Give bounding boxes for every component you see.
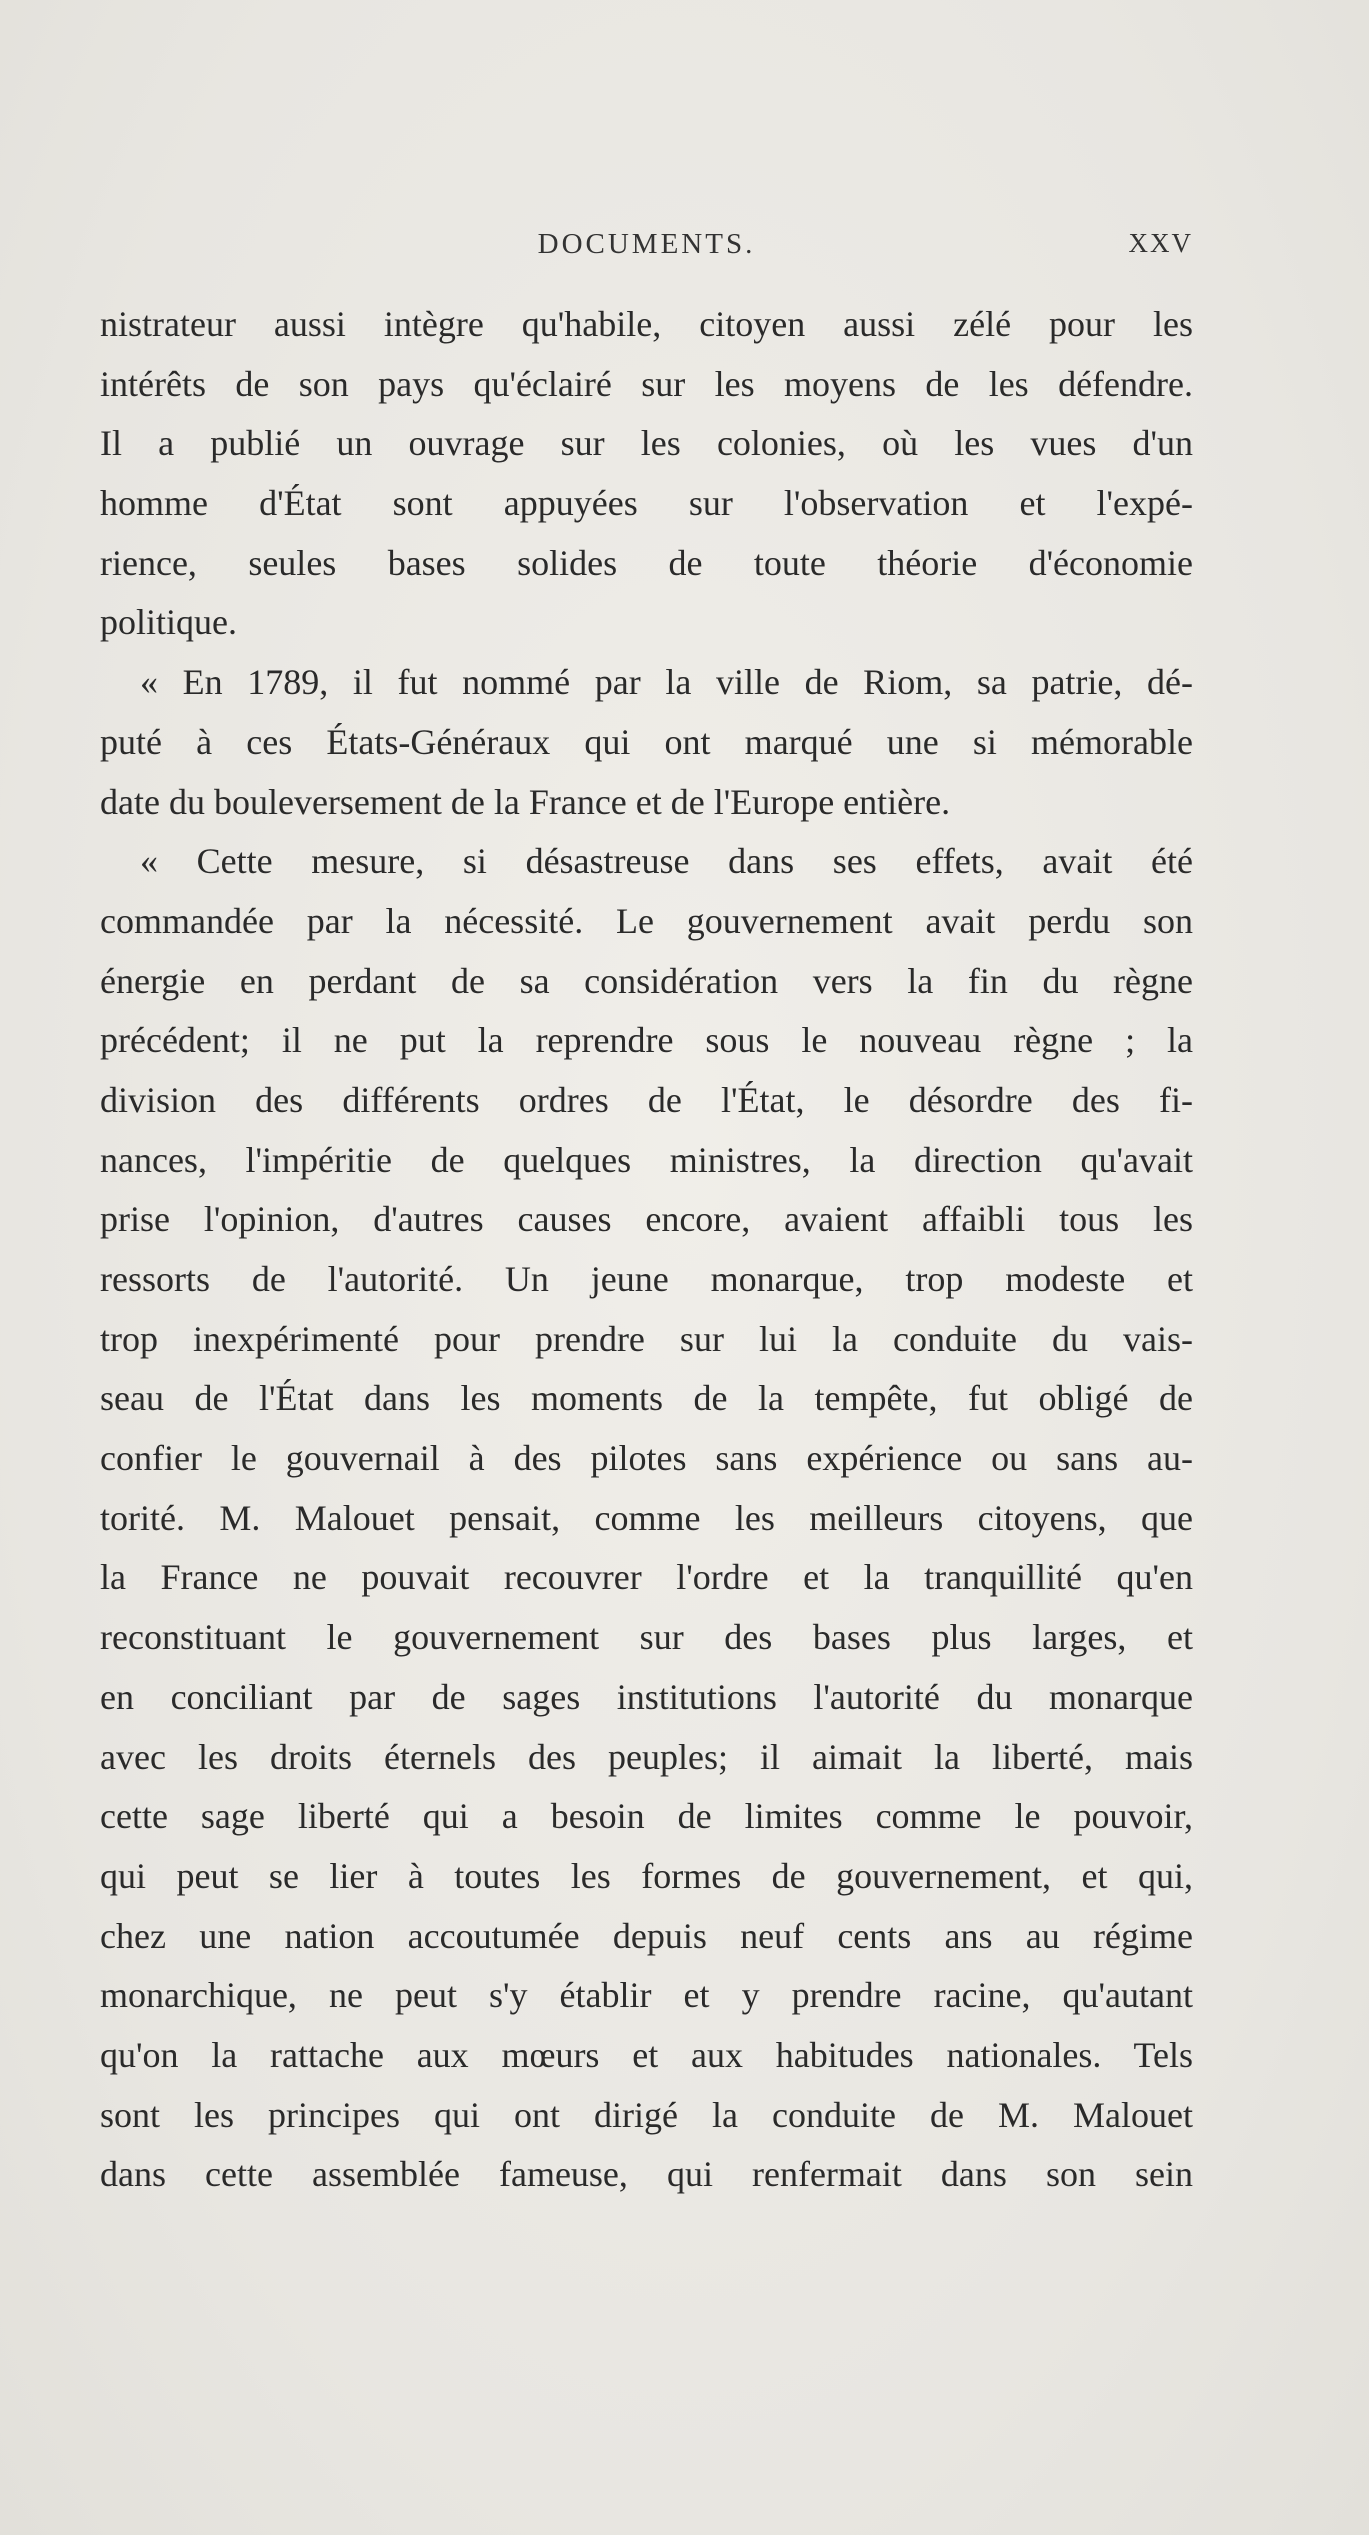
text-line: reconstituant le gouvernement sur des bases plus larges, et	[100, 1617, 1193, 1658]
text-line: trop inexpérimenté pour prendre sur lui la conduite du vais-	[100, 1318, 1193, 1359]
text-line: date du bouleversement de la France et de l'Europe entière.	[100, 781, 951, 822]
text-line: énergie en perdant de sa considération vers la fin du règne	[100, 960, 1193, 1001]
running-title: DOCUMENTS.	[537, 228, 756, 260]
text-line: « En 1789, il fut nommé par la ville de Riom, sa patrie, dé-	[140, 662, 1193, 703]
text-line: cette sage liberté qui a besoin de limites comme le pouvoir,	[100, 1796, 1193, 1837]
text-line: précédent; il ne put la reprendre sous le nouveau règne ; la	[100, 1020, 1193, 1061]
body-text	[100, 295, 1193, 2205]
text-line: intérêts de son pays qu'éclairé sur les moyens de les défendre.	[100, 363, 1193, 404]
text-line: dans cette assemblée fameuse, qui renfermait dans son sein	[100, 2154, 1193, 2195]
text-line: qui peut se lier à toutes les formes de gouvernement, et qui,	[100, 1855, 1193, 1896]
text-line: nistrateur aussi intègre qu'habile, citoyen aussi zélé pour les	[100, 304, 1193, 344]
text-line: torité. M. Malouet pensait, comme les meilleurs citoyens, que	[100, 1497, 1193, 1538]
text-line: avec les droits éternels des peuples; il aimait la liberté, mais	[100, 1736, 1193, 1777]
text-line: ressorts de l'autorité. Un jeune monarque, trop modeste et	[100, 1259, 1193, 1299]
text-line: nances, l'impéritie de quelques ministres, la direction qu'avait	[100, 1139, 1193, 1180]
text-line: prise l'opinion, d'autres causes encore, avaient affaibli tous les	[100, 1199, 1193, 1240]
text-line: « Cette mesure, si désastreuse dans ses effets, avait été	[140, 841, 1193, 882]
text-line: seau de l'État dans les moments de la tempête, fut obligé de	[100, 1378, 1193, 1419]
text-line: politique.	[100, 602, 237, 643]
text-line: division des différents ordres de l'État, le désordre des fi-	[100, 1079, 1193, 1120]
text-line: Il a publié un ouvrage sur les colonies, où les vues d'un	[100, 423, 1193, 464]
text-line: commandée par la nécessité. Le gouvernement avait perdu son	[100, 900, 1193, 941]
text-line: en conciliant par de sages institutions l'autorité du monarque	[100, 1676, 1193, 1717]
text-line: homme d'État sont appuyées sur l'observation et l'expé-	[100, 483, 1193, 524]
text-line: la France ne pouvait recouvrer l'ordre et la tranquillité qu'en	[100, 1557, 1193, 1598]
text-line: qu'on la rattache aux mœurs et aux habitudes nationales. Tels	[100, 2034, 1193, 2075]
text-line: chez une nation accoutumée depuis neuf cents ans au régime	[100, 1915, 1193, 1956]
text-line: confier le gouvernail à des pilotes sans expérience ou sans au-	[100, 1438, 1193, 1479]
text-line: sont les principes qui ont dirigé la conduite de M. Malouet	[100, 2094, 1193, 2135]
text-line: puté à ces États-Généraux qui ont marqué une si mémorable	[100, 721, 1193, 762]
page-header	[100, 228, 1193, 268]
text-line: rience, seules bases solides de toute théorie d'économie	[100, 542, 1193, 583]
page-number: XXV	[1128, 228, 1193, 258]
text-line: monarchique, ne peut s'y établir et y prendre racine, qu'autant	[100, 1975, 1193, 2016]
